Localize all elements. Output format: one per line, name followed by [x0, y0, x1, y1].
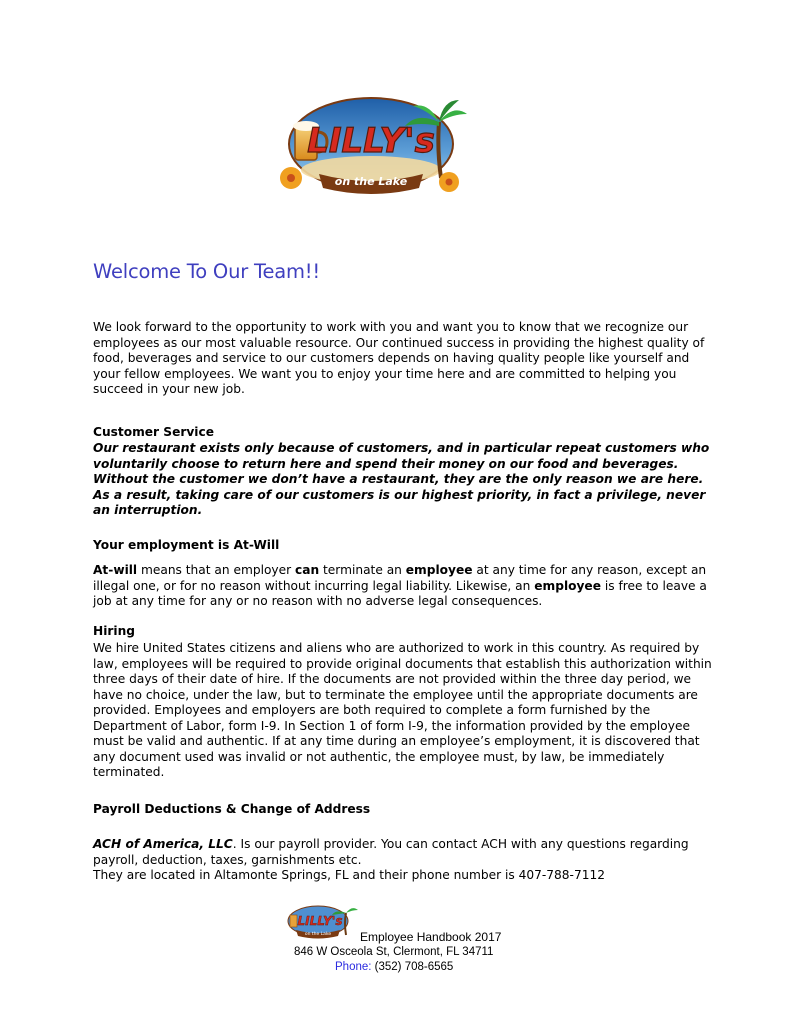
payroll-paragraph [93, 837, 713, 884]
payroll-heading: Payroll Deductions & Change of Address [93, 802, 371, 816]
lillys-logo [273, 86, 469, 202]
at-will-employee-1: employee [405, 563, 473, 577]
at-will-employee-2: employee [534, 578, 601, 593]
at-will-paragraph [93, 563, 713, 610]
footer-phone-number: (352) 708-6565 [371, 961, 454, 973]
intro-paragraph: We look forward to the opportunity to work with you and want you to know that we recognize our employees as our most valuable resource. Our continued success in providing the highest quality of food, beverages and service to our customers depends on having quality people like yourself and your fellow employees. We want you to enjoy your time here and are committed to helping you succeed in your new job. [93, 320, 705, 396]
at-will-term: At-will [93, 563, 138, 577]
logo-tagline-text: on the Lake [334, 175, 408, 188]
hiring-paragraph: We hire United States citizens and aliens who are authorized to work in this country. As required by law, employees will be required to provide original documents that establish this authorization within three days of their date of hire. If the documents are not provided within the three day period, we have no choice, under the law, but to terminate the employee until the appropriate documents are provided. Employees and employers are both required to complete a form furnished by the Department of Labor, form I-9. In Section 1 of form I-9, the information provided by the employee must be valid and authentic. If at any time during an employee’s employment, it is discovered that any document used was invalid or not authentic, the employee must, by law, be immediately terminated. [93, 641, 712, 779]
customer-service-heading: Customer Service [93, 425, 214, 439]
at-will-can: can [295, 563, 320, 577]
footer-logo-brand: LILLY's [297, 914, 343, 928]
payroll-text-2: They are located in Altamonte Springs, FL and their phone number is 407-788-7112 [93, 868, 605, 882]
payroll-company: ACH of America, LLC [93, 837, 233, 851]
footer-address: 846 W Osceola St, Clermont, FL 34711 [294, 946, 494, 958]
logo-brand-text: LILLY's [307, 121, 435, 161]
footer-phone-label: Phone: [335, 961, 372, 973]
payroll-text-1: . Is our payroll provider. You can contact ACH with any questions regarding payroll, deduction, taxes, garnishments etc. [93, 837, 689, 867]
at-will-text-1: means that an employer [137, 563, 296, 577]
customer-service-paragraph: Our restaurant exists only because of customers, and in particular repeat customers who voluntarily choose to return here and spend their money on our food and beverages. Without the customer we don’t have a restaurant, they are the only reason we are here. As a result, taking care of our customers is our highest priority, in fact a privilege, never an interruption. [93, 441, 710, 517]
at-will-heading: Your employment is At-Will [93, 538, 280, 552]
footer-phone [335, 961, 453, 973]
footer-logo-tagline: on the Lake [304, 932, 332, 937]
at-will-text-2: terminate an [319, 563, 406, 577]
hiring-heading: Hiring [93, 624, 135, 638]
footer-handbook: Employee Handbook 2017 [360, 930, 502, 944]
at-will-text-4: is free to leave a job at any time for any or no reason with no adverse legal consequences. [93, 578, 707, 608]
footer-logo [282, 903, 360, 939]
page-title: Welcome To Our Team!! [93, 260, 321, 283]
at-will-text-3: at any time for any reason, except an illegal one, or for no reason without incurring legal liability. Likewise, an [93, 563, 707, 593]
